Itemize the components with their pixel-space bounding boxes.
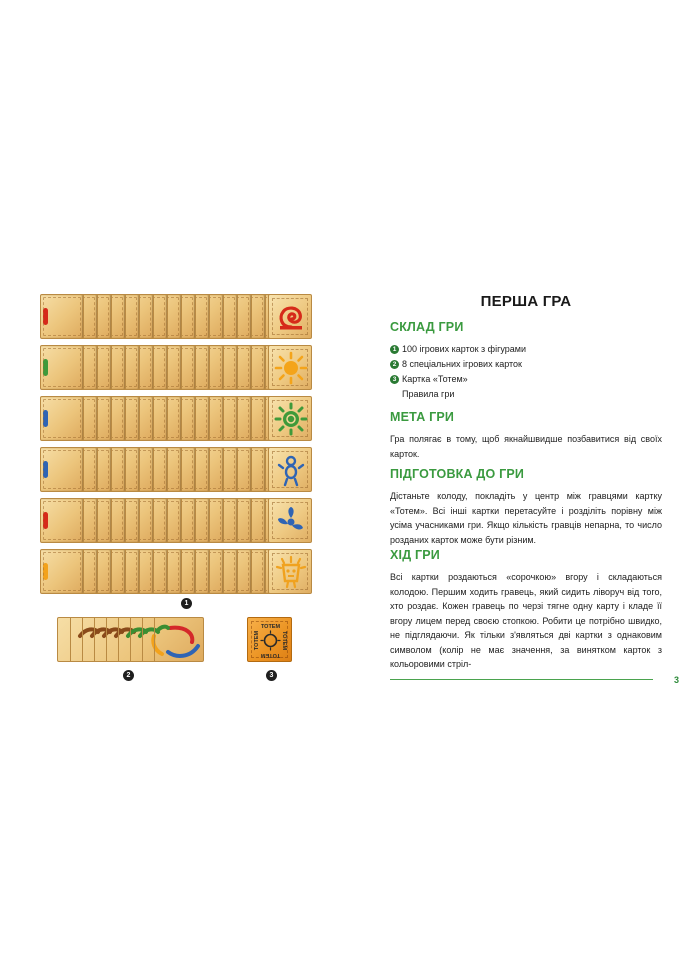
totem-sun-icon <box>250 620 291 661</box>
stacked-card <box>40 345 84 390</box>
card-row-4 <box>40 447 312 492</box>
stacked-card <box>40 498 84 543</box>
stacked-card <box>40 447 84 492</box>
stacked-card <box>40 396 84 441</box>
totem-text-bottom: ТОТЕМ <box>260 652 281 658</box>
number-badge: 1 <box>390 345 399 354</box>
stacked-card <box>40 294 84 339</box>
spiral-card <box>268 294 312 339</box>
list-item: 2 8 спеціальних ігрових карток <box>390 357 662 372</box>
preparation-heading: ПІДГОТОВКА ДО ГРИ <box>390 467 525 481</box>
goal-paragraph: Гра полягає в тому, щоб якнайшвидше позбавитися від своїх карток. <box>390 434 662 459</box>
sun-icon <box>274 351 308 385</box>
page-title: ПЕРША ГРА <box>480 293 572 310</box>
label-2-badge: 2 <box>123 670 134 681</box>
footer-rule <box>390 679 653 680</box>
stacked-card <box>40 549 84 594</box>
list-item: 3 Картка «Тотем» <box>390 372 662 387</box>
card-row-5 <box>40 498 312 543</box>
gameplay-paragraph: Всі картки роздаються «сорочкою» вгору і складаються колодою. Першим ходить гравець, який сидить ліворуч від того, хто роздає. Кожен гравець по черзі тягне одну карту і кладе її вгору лицем перед своєю стопкою. Робити це потрібно швидко, не підглядаючи. Як тільки з'являться дві картки з однаковим символом (колір не має значення, за винятком карток з кольоровими стріл- <box>390 572 662 669</box>
totem-text-top: ТОТЕМ <box>260 624 281 630</box>
totem-text-right: ТОТЕМ <box>281 630 287 651</box>
list-item: 1 100 ігрових карток з фігурами <box>390 342 662 357</box>
totem-card <box>247 617 292 662</box>
sun-card <box>268 345 312 390</box>
sun-face-card <box>268 549 312 594</box>
card-row-1 <box>40 294 312 339</box>
number-badge: 2 <box>390 360 399 369</box>
arrow-card-stack <box>57 617 204 662</box>
label-3-badge: 3 <box>266 670 277 681</box>
label-1-badge: 1 <box>181 598 192 609</box>
card-symbol-edge-icon <box>43 461 48 478</box>
sun-face-icon <box>274 555 308 589</box>
card-symbol-edge-icon <box>43 410 48 427</box>
propeller-card <box>268 498 312 543</box>
preparation-paragraph: Дістаньте колоду, покладіть у центр між гравцями картку «Тотем». Всі інші картки перетасуйте і розділіть порівну між усіма учасниками гри. Якщо кількість гравців непарна, то число розданих карток може бути різним. <box>390 491 662 545</box>
green-sun-card <box>268 396 312 441</box>
card-symbol-edge-icon <box>43 359 48 376</box>
composition-list <box>390 342 662 402</box>
card-symbol-edge-icon <box>43 563 48 580</box>
green-sun-icon <box>274 402 308 436</box>
card-row-6 <box>40 549 312 594</box>
propeller-icon <box>274 504 308 538</box>
totem-figure-card <box>268 447 312 492</box>
page-number: 3 <box>674 675 680 685</box>
card-symbol-edge-icon <box>43 308 48 325</box>
composition-heading: СКЛАД ГРИ <box>390 320 464 334</box>
spiral-icon <box>274 300 308 334</box>
gameplay-heading: ХІД ГРИ <box>390 548 440 562</box>
totem-text-left: ТОТЕМ <box>254 630 260 651</box>
card-row-2 <box>40 345 312 390</box>
colored-arrows-icon <box>58 618 204 662</box>
card-row-3 <box>40 396 312 441</box>
card-symbol-edge-icon <box>43 512 48 529</box>
number-badge: 3 <box>390 375 399 384</box>
totem-figure-icon <box>274 453 308 487</box>
list-item: Правила гри <box>402 389 455 399</box>
special-cards-row <box>57 617 204 662</box>
goal-heading: МЕТА ГРИ <box>390 410 455 424</box>
